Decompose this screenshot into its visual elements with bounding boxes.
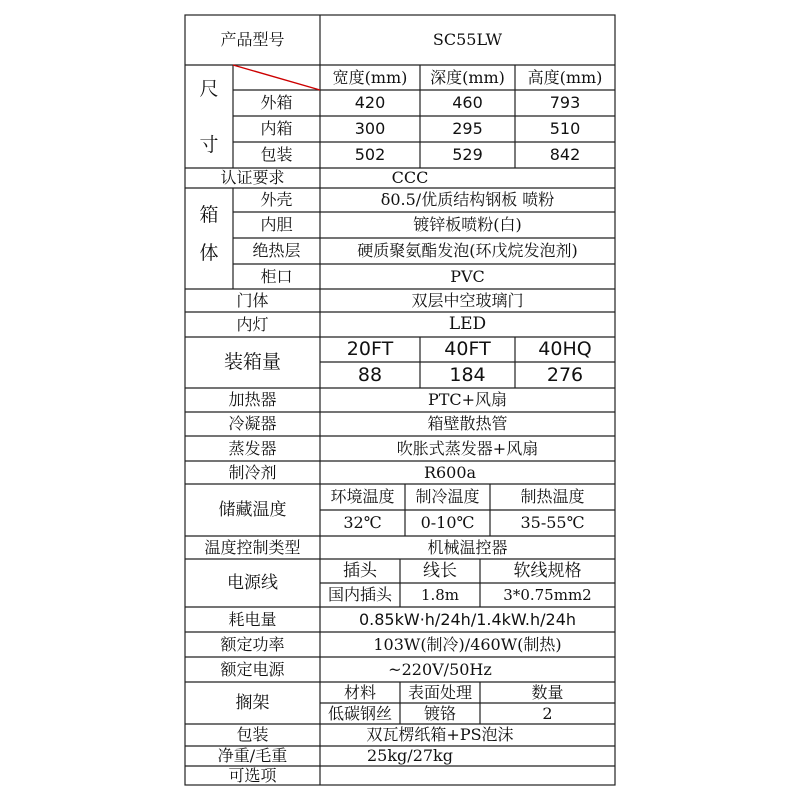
model-value: SC55LW [432, 30, 503, 49]
shelf-header: 材料 [343, 682, 376, 702]
cert-value: CCC [391, 168, 429, 187]
body-label-bottom: 体 [199, 241, 219, 264]
power-cord-value: 国内插头 [327, 585, 392, 604]
temp-control-label: 温度控制类型 [204, 537, 301, 557]
consumption-value: 0.85kW·h/24h/1.4kW.h/24h [358, 609, 577, 629]
storage-temp-header: 环境温度 [330, 487, 395, 506]
weight-label: 净重/毛重 [217, 746, 288, 765]
size-value: 793 [549, 93, 581, 112]
shelf-value: 镀铬 [423, 703, 456, 723]
size-row-name: 外箱 [260, 93, 293, 112]
loading-header: 20FT [346, 338, 394, 360]
options-label: 可选项 [228, 765, 277, 785]
size-row-name: 内箱 [260, 119, 293, 138]
light-value: LED [448, 314, 487, 334]
cert-label: 认证要求 [220, 168, 285, 187]
body-label-top: 箱 [199, 203, 219, 226]
body-row-name: 柜口 [260, 266, 293, 286]
body-row-name: 绝热层 [252, 241, 301, 260]
storage-temp-header: 制热温度 [520, 487, 585, 506]
storage-temp-header: 制冷温度 [415, 487, 480, 506]
shelf-header: 数量 [531, 682, 564, 702]
body-row-value: δ0.5/优质结构钢板 喷粉 [380, 190, 555, 209]
body-row-value: PVC [450, 266, 485, 286]
body-row-name: 外壳 [260, 190, 293, 209]
power-cord-header: 线长 [423, 560, 457, 581]
loading-value: 276 [546, 363, 584, 386]
weight-value: 25kg/27kg [367, 746, 453, 765]
size-value: 842 [549, 145, 581, 164]
storage-temp-value: 0-10℃ [420, 513, 475, 532]
temp-control-value: 机械温控器 [427, 537, 508, 557]
door-label: 门体 [236, 290, 269, 310]
power-cord-header: 插头 [343, 560, 377, 581]
refrigerant-value: R600a [423, 462, 477, 482]
packing-label: 包装 [236, 725, 269, 744]
size-label-bottom: 寸 [199, 133, 219, 156]
size-value: 460 [452, 93, 483, 112]
size-value: 502 [354, 145, 386, 164]
refrigerant-label: 制冷剂 [228, 462, 277, 482]
power-cord-label: 电源线 [227, 572, 278, 593]
heater-value: PTC+风扇 [427, 390, 508, 409]
size-header-depth: 深度(mm) [430, 67, 505, 87]
rated-voltage-value: ~220V/50Hz [388, 659, 492, 679]
size-value: 300 [354, 119, 386, 138]
shelf-label: 搁架 [235, 692, 270, 713]
size-header-height: 高度(mm) [527, 67, 603, 87]
size-value: 420 [354, 93, 386, 112]
model-label: 产品型号 [220, 30, 285, 49]
power-cord-header: 软线规格 [513, 560, 582, 581]
size-value: 295 [452, 119, 483, 138]
size-label-top: 尺 [199, 77, 219, 100]
rated-voltage-label: 额定电源 [220, 659, 285, 679]
size-value: 529 [452, 145, 483, 164]
loading-label: 装箱量 [223, 351, 281, 373]
shelf-value: 低碳钢丝 [327, 703, 392, 723]
body-row-value: 硬质聚氨酯发泡(环戊烷发泡剂) [357, 241, 578, 260]
storage-temp-value: 32℃ [343, 513, 382, 532]
consumption-label: 耗电量 [228, 609, 277, 629]
rated-power-value: 103W(制冷)/460W(制热) [373, 634, 562, 654]
packing-value: 双瓦楞纸箱+PS泡沫 [366, 725, 514, 744]
loading-header: 40HQ [538, 338, 592, 360]
loading-header: 40FT [444, 338, 491, 360]
loading-value: 184 [449, 363, 486, 386]
heater-label: 加热器 [228, 390, 277, 409]
power-cord-value: 3*0.75mm2 [503, 585, 592, 604]
door-value: 双层中空玻璃门 [411, 290, 524, 310]
size-header-width: 宽度(mm) [332, 67, 408, 87]
evaporator-label: 蒸发器 [228, 438, 277, 458]
shelf-value: 2 [542, 703, 553, 723]
body-row-value: 镀锌板喷粉(白) [413, 215, 522, 234]
evaporator-value: 吹胀式蒸发器+风扇 [396, 438, 539, 458]
condenser-value: 箱壁散热管 [427, 414, 508, 433]
condenser-label: 冷凝器 [228, 414, 277, 433]
storage-temp-value: 35-55℃ [520, 513, 585, 532]
power-cord-value: 1.8m [420, 585, 460, 604]
storage-temp-label: 储藏温度 [218, 499, 287, 520]
loading-value: 88 [357, 363, 383, 386]
size-value: 510 [549, 119, 581, 138]
options-value [320, 766, 615, 785]
light-label: 内灯 [236, 314, 269, 334]
body-row-name: 内胆 [260, 215, 293, 234]
rated-power-label: 额定功率 [220, 634, 285, 654]
shelf-header: 表面处理 [407, 682, 472, 702]
size-row-name: 包装 [260, 145, 293, 164]
